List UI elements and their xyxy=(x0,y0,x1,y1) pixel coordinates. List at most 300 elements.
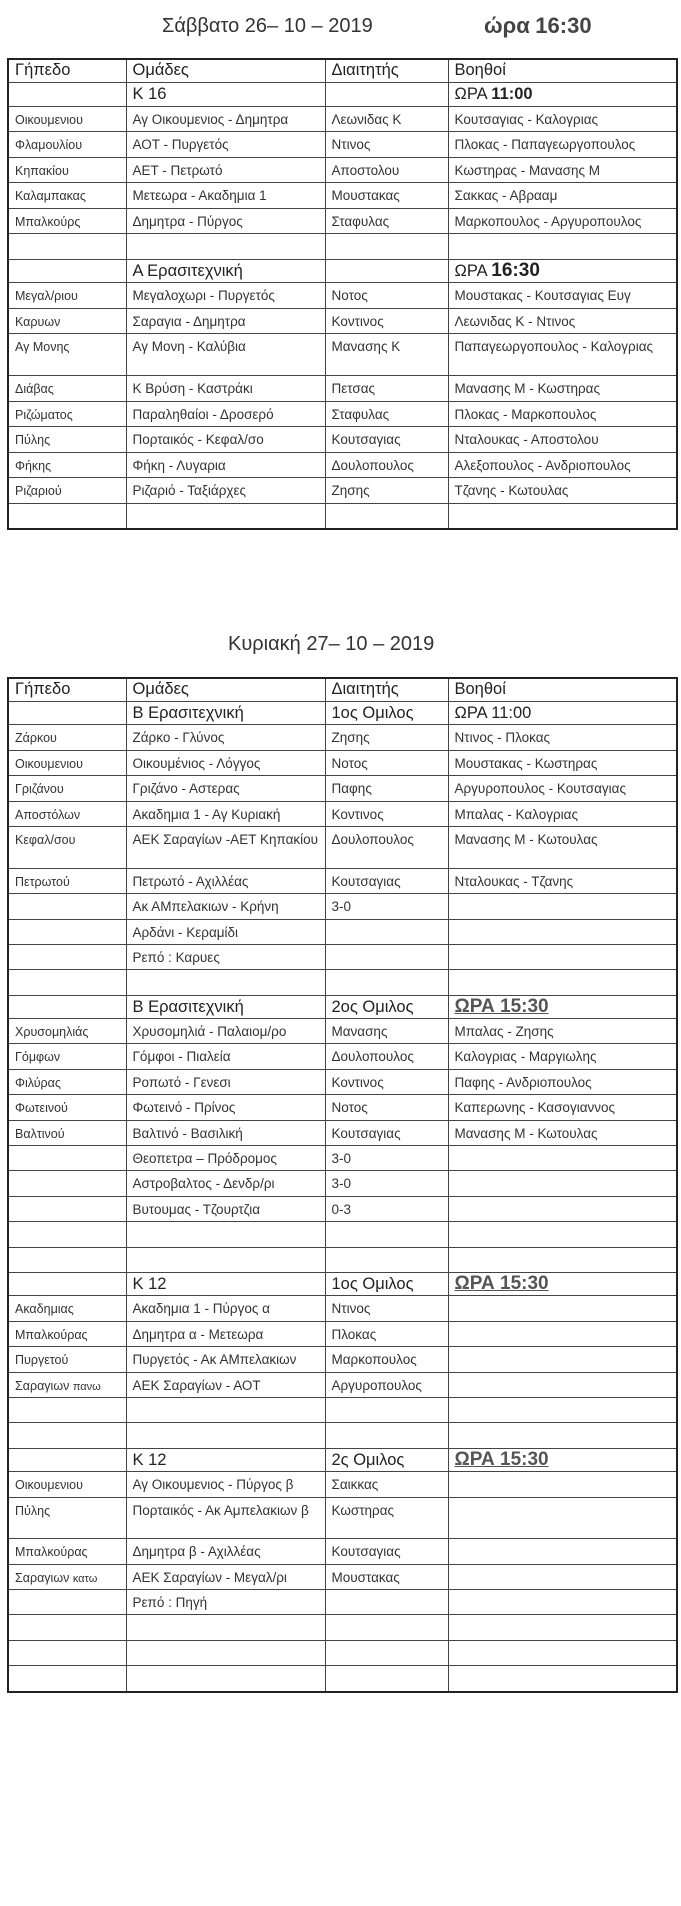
cell-assistants xyxy=(448,702,677,725)
cell-venue xyxy=(8,1372,126,1397)
cell-text: Κοντινος xyxy=(331,806,384,822)
table-row xyxy=(8,970,677,995)
cell-text: Χρυσομηλιάς xyxy=(15,1025,89,1040)
cell-referee xyxy=(325,1666,448,1692)
cell-venue xyxy=(8,1120,126,1145)
cell-teams xyxy=(126,334,325,376)
cell-venue xyxy=(8,826,126,868)
cell-text: Σαραγιων xyxy=(15,1570,73,1585)
cell-text: Μαρκοπουλος - Αργυροπουλος xyxy=(454,213,642,229)
cell-assistants xyxy=(448,1615,677,1640)
table-row xyxy=(8,1321,677,1346)
cell-venue xyxy=(8,259,126,283)
table-row xyxy=(8,725,677,750)
cell-venue xyxy=(8,283,126,309)
cell-text: ΩΡΑ xyxy=(454,261,492,280)
cell-assistants xyxy=(448,1095,677,1120)
cell-text: Φλαμουλίου xyxy=(15,138,83,152)
cell-text: Φιλύρας xyxy=(15,1075,61,1090)
cell-venue xyxy=(8,308,126,334)
table-row xyxy=(8,868,677,893)
cell-text: Ζησης xyxy=(331,730,370,746)
cell-text: Ακαδημια 1 - Πύργος α xyxy=(132,1301,270,1317)
cell-text: ΑΕΚ Σαραγίων -ΑΕΤ Κηπακίου xyxy=(132,831,319,847)
cell-venue xyxy=(8,1423,126,1448)
cell-teams xyxy=(126,1423,325,1448)
cell-venue xyxy=(8,1666,126,1692)
cell-text: Μανασης xyxy=(331,1024,388,1040)
cell-text: Καλογριας - Μαργιωλης xyxy=(454,1049,597,1065)
cell-text: Νοτος xyxy=(331,288,368,303)
cell-text: Ακαδημια 1 - Αγ Κυριακή xyxy=(132,806,281,822)
cell-venue xyxy=(8,376,126,402)
cell-venue xyxy=(8,995,126,1018)
cell-teams xyxy=(126,308,325,334)
cell-teams xyxy=(126,1372,325,1397)
cell-assistants xyxy=(448,1590,677,1615)
table-row xyxy=(8,1590,677,1615)
cell-text: Φωτεινού xyxy=(15,1101,68,1116)
cell-text: Κουτσαγιας xyxy=(331,873,401,889)
section-header-row xyxy=(8,1273,677,1296)
cell-teams xyxy=(126,750,325,775)
cell-text: Κοντινος xyxy=(331,1074,384,1090)
cell-referee xyxy=(325,132,448,158)
cell-referee xyxy=(325,801,448,826)
cell-text: Νοτος xyxy=(331,755,368,771)
cell-teams xyxy=(126,401,325,427)
table-row xyxy=(8,1044,677,1069)
cell-venue xyxy=(8,478,126,504)
cell-venue xyxy=(8,1539,126,1564)
cell-text: 1ος Ομιλος xyxy=(331,704,414,722)
cell-assistants xyxy=(448,478,677,504)
cell-referee xyxy=(325,1472,448,1497)
cell-text: Πετρωτό - Αχιλλέας xyxy=(132,873,249,889)
sunday-schedule-table xyxy=(7,677,678,1693)
cell-assistants xyxy=(448,1472,677,1497)
table-row xyxy=(8,283,677,309)
table-row xyxy=(8,427,677,453)
cell-teams xyxy=(126,1069,325,1094)
cell-text: Πύλης xyxy=(15,433,51,447)
cell-text: Γριζάνο - Αστερας xyxy=(132,781,240,797)
cell-venue xyxy=(8,334,126,376)
cell-venue xyxy=(8,1222,126,1247)
cell-venue xyxy=(8,401,126,427)
cell-text: Πλοκας - Μαρκοπουλος xyxy=(454,406,597,422)
cell-text: Ζάρκου xyxy=(15,731,57,746)
cell-referee xyxy=(325,1640,448,1665)
cell-referee xyxy=(325,868,448,893)
saturday-time-value: 16:30 xyxy=(535,13,592,38)
cell-text: Αργυροπουλος - Κουτσαγιας xyxy=(454,781,626,797)
cell-text: Γόμφοι - Πιαλεία xyxy=(132,1049,231,1065)
cell-text: ΑΕΤ - Πετρωτό xyxy=(132,162,223,178)
cell-referee xyxy=(325,1296,448,1321)
cell-text: Κοντινος xyxy=(331,313,384,329)
table-row xyxy=(8,944,677,969)
cell-text: Γόμφων xyxy=(15,1050,61,1065)
cell-assistants xyxy=(448,427,677,453)
cell-venue xyxy=(8,1321,126,1346)
venue-suffix: πανω xyxy=(72,1380,101,1393)
cell-text: Κουτσαγιας xyxy=(331,432,401,447)
cell-assistants xyxy=(448,1146,677,1171)
cell-referee xyxy=(325,1423,448,1448)
cell-teams xyxy=(126,725,325,750)
cell-text: Κ 12 xyxy=(132,1450,167,1469)
cell-referee xyxy=(325,1321,448,1346)
cell-referee xyxy=(325,1146,448,1171)
cell-text: Ακ ΑΜπελακιων - Κρήνη xyxy=(132,899,279,915)
cell-text: Δουλοπουλος xyxy=(331,831,414,847)
cell-teams xyxy=(126,427,325,453)
cell-text: Α Ερασιτεχνική xyxy=(132,261,243,280)
cell-referee xyxy=(325,157,448,183)
cell-teams xyxy=(126,1019,325,1044)
table-row xyxy=(8,1146,677,1171)
cell-assistants xyxy=(448,452,677,478)
cell-venue xyxy=(8,1095,126,1120)
cell-referee xyxy=(325,234,448,260)
cell-teams xyxy=(126,1095,325,1120)
cell-referee xyxy=(325,1069,448,1094)
cell-referee xyxy=(325,478,448,504)
cell-text: Φήκης xyxy=(15,458,52,473)
cell-teams xyxy=(126,826,325,868)
cell-teams xyxy=(126,1044,325,1069)
cell-venue xyxy=(8,801,126,826)
cell-text: Φήκη - Λυγαρια xyxy=(132,457,226,473)
cell-text: Ντινος - Πλοκας xyxy=(454,730,551,746)
table-row xyxy=(8,452,677,478)
cell-text: Μπαλκούρας xyxy=(15,1545,88,1560)
cell-text: Κ Βρύση - Καστράκι xyxy=(132,381,253,396)
table-row xyxy=(8,1222,677,1247)
cell-venue xyxy=(8,944,126,969)
cell-referee xyxy=(325,1222,448,1247)
cell-venue xyxy=(8,1564,126,1589)
cell-assistants xyxy=(448,1273,677,1296)
table-row xyxy=(8,334,677,376)
cell-text: Μουστακας xyxy=(331,1569,400,1585)
cell-teams xyxy=(126,1296,325,1321)
table-row xyxy=(8,801,677,826)
cell-assistants xyxy=(448,1397,677,1422)
header-assistants: Βοηθοί xyxy=(448,59,677,83)
cell-venue xyxy=(8,1472,126,1497)
section-time: 16:30 xyxy=(491,259,540,281)
table-header-row xyxy=(8,678,677,702)
cell-teams xyxy=(126,1590,325,1615)
cell-text: Θεοπετρα – Πρόδρομος xyxy=(132,1151,277,1167)
cell-teams xyxy=(126,1666,325,1692)
table-row xyxy=(8,1171,677,1196)
table-row xyxy=(8,1497,677,1539)
cell-venue xyxy=(8,452,126,478)
cell-text: Β Ερασιτεχνική xyxy=(132,704,244,722)
cell-text: ΩΡΑ 11:00 xyxy=(454,704,532,722)
table-row xyxy=(8,1347,677,1372)
cell-referee xyxy=(325,83,448,107)
cell-text: Νοτος xyxy=(331,1100,368,1116)
cell-assistants xyxy=(448,334,677,376)
header-referee: Διαιτητής xyxy=(325,59,448,83)
cell-teams xyxy=(126,995,325,1018)
table-row xyxy=(8,478,677,504)
cell-referee xyxy=(325,106,448,132)
cell-text: Αγ Οικουμενιος - Πύργος β xyxy=(132,1477,294,1493)
header-venue: Γήπεδο xyxy=(8,59,126,83)
table-row xyxy=(8,1539,677,1564)
cell-assistants xyxy=(448,1423,677,1448)
cell-referee xyxy=(325,1120,448,1145)
header-teams: Ομάδες xyxy=(126,59,325,83)
cell-text: Αλεξοπουλος - Ανδριοπουλος xyxy=(454,457,631,473)
table-row xyxy=(8,1296,677,1321)
cell-referee xyxy=(325,334,448,376)
header-venue: Γήπεδο xyxy=(8,678,126,702)
cell-teams xyxy=(126,1448,325,1471)
table-row xyxy=(8,750,677,775)
cell-referee xyxy=(325,725,448,750)
cell-teams xyxy=(126,944,325,969)
cell-venue xyxy=(8,776,126,801)
cell-referee xyxy=(325,1539,448,1564)
cell-venue xyxy=(8,1347,126,1372)
table-row xyxy=(8,183,677,209)
cell-venue xyxy=(8,868,126,893)
cell-text: Πλοκας - Παπαγεωργοπουλος xyxy=(454,137,636,152)
cell-assistants xyxy=(448,776,677,801)
cell-teams xyxy=(126,1539,325,1564)
cell-assistants xyxy=(448,894,677,919)
table-row xyxy=(8,208,677,234)
saturday-date: Σάββατο 26– 10 – 2019 xyxy=(162,15,373,37)
venue-suffix: κατω xyxy=(72,1572,98,1585)
cell-assistants xyxy=(448,1247,677,1272)
cell-text: Πύλης xyxy=(15,1503,51,1518)
cell-venue xyxy=(8,503,126,529)
cell-teams xyxy=(126,894,325,919)
cell-referee xyxy=(325,750,448,775)
cell-text: Σαραγια - Δημητρα xyxy=(132,313,246,329)
cell-text: Αρδάνι - Κεραμίδι xyxy=(132,924,239,940)
saturday-schedule-table xyxy=(7,58,678,530)
saturday-time-label: ώρα xyxy=(484,13,530,38)
cell-assistants xyxy=(448,401,677,427)
section-header-row xyxy=(8,1448,677,1471)
cell-referee xyxy=(325,1044,448,1069)
cell-text: Βαλτινού xyxy=(15,1126,65,1141)
cell-text: Καρυων xyxy=(15,314,61,329)
table-row xyxy=(8,1247,677,1272)
cell-referee xyxy=(325,1019,448,1044)
cell-text: Παφης - Ανδριοπουλος xyxy=(454,1074,592,1090)
cell-text: Κωστηρας - Μανασης Μ xyxy=(454,162,600,178)
cell-referee xyxy=(325,259,448,283)
cell-text: Ζάρκο - Γλύνος xyxy=(132,730,225,746)
cell-text: Ροπωτό - Γενεσι xyxy=(132,1074,231,1090)
cell-text: 3-0 xyxy=(331,1176,352,1192)
cell-text: Αγ Μονη - Καλύβια xyxy=(132,339,246,354)
cell-text: Μπαλκούρς xyxy=(15,214,81,229)
cell-referee xyxy=(325,308,448,334)
cell-text: Διάβας xyxy=(15,382,54,396)
cell-venue xyxy=(8,1448,126,1471)
cell-text: 2ος Ομιλος xyxy=(331,997,414,1016)
cell-referee xyxy=(325,1273,448,1296)
cell-venue xyxy=(8,427,126,453)
cell-referee xyxy=(325,1171,448,1196)
cell-assistants xyxy=(448,995,677,1018)
cell-assistants xyxy=(448,725,677,750)
cell-teams xyxy=(126,106,325,132)
cell-text: Μουστακας xyxy=(331,188,400,203)
cell-text: Αποστόλων xyxy=(15,807,81,822)
cell-text: Ακαδημιας xyxy=(15,1302,74,1317)
cell-assistants xyxy=(448,308,677,334)
cell-referee xyxy=(325,376,448,402)
cell-referee xyxy=(325,1196,448,1221)
cell-text: Δημητρα - Πύργος xyxy=(132,213,243,229)
cell-venue xyxy=(8,234,126,260)
cell-text: ΩΡΑ 15:30 xyxy=(454,1448,549,1470)
cell-referee xyxy=(325,1448,448,1471)
cell-text: Μαρκοπουλος xyxy=(331,1352,417,1368)
cell-teams xyxy=(126,183,325,209)
cell-text: Ριζαριό - Ταξιάρχες xyxy=(132,483,247,498)
cell-text: Πορταικός - Κεφαλ/σο xyxy=(132,432,264,447)
table-row xyxy=(8,1472,677,1497)
cell-venue xyxy=(8,83,126,107)
cell-venue xyxy=(8,1019,126,1044)
cell-assistants xyxy=(448,919,677,944)
table-row xyxy=(8,234,677,260)
section-header-row xyxy=(8,259,677,283)
cell-assistants xyxy=(448,183,677,209)
cell-text: Καλαμπακας xyxy=(15,189,86,203)
cell-referee xyxy=(325,919,448,944)
cell-text: Καπερωνης - Κασογιαννος xyxy=(454,1100,616,1116)
cell-text: Πλοκας xyxy=(331,1326,377,1342)
cell-assistants xyxy=(448,1539,677,1564)
saturday-time xyxy=(484,13,592,39)
cell-teams xyxy=(126,1273,325,1296)
table-row xyxy=(8,826,677,868)
cell-teams xyxy=(126,1472,325,1497)
cell-text: Ρεπό : Πηγή xyxy=(132,1595,208,1611)
cell-referee xyxy=(325,1564,448,1589)
table-row xyxy=(8,1372,677,1397)
table-row xyxy=(8,1666,677,1692)
cell-referee xyxy=(325,1615,448,1640)
cell-venue xyxy=(8,1273,126,1296)
cell-venue xyxy=(8,183,126,209)
cell-teams xyxy=(126,1120,325,1145)
cell-text: 0-3 xyxy=(331,1201,352,1217)
table-row xyxy=(8,1615,677,1640)
cell-assistants xyxy=(448,944,677,969)
table-row xyxy=(8,376,677,402)
cell-text: ΑΟΤ - Πυργετός xyxy=(132,137,229,152)
cell-assistants xyxy=(448,503,677,529)
cell-text: Ριζώματος xyxy=(15,407,73,422)
cell-text: Παπαγεωργοπουλος - Καλογριας xyxy=(454,339,654,354)
cell-text: Παφης xyxy=(331,781,372,797)
cell-text: Δουλοπουλος xyxy=(331,1049,414,1065)
header-teams: Ομάδες xyxy=(126,678,325,702)
cell-text: Μανασης Μ - Κωστηρας xyxy=(454,381,600,396)
cell-teams xyxy=(126,83,325,107)
table-row xyxy=(8,1564,677,1589)
cell-referee xyxy=(325,894,448,919)
cell-venue xyxy=(8,750,126,775)
cell-text: Β Ερασιτεχνική xyxy=(132,997,244,1016)
cell-text: ΩΡΑ 15:30 xyxy=(454,1273,549,1294)
cell-venue xyxy=(8,157,126,183)
cell-teams xyxy=(126,801,325,826)
cell-teams xyxy=(126,1564,325,1589)
cell-text: Λεωνιδας Κ - Ντινος xyxy=(454,313,576,329)
cell-text: Παραληθαίοι - Δροσερό xyxy=(132,406,274,422)
cell-teams xyxy=(126,1171,325,1196)
cell-text: Σταφυλας xyxy=(331,213,390,229)
cell-text: Γριζάνου xyxy=(15,782,64,797)
cell-assistants xyxy=(448,868,677,893)
cell-text: Αστροβαλτος - Δενδρ/ρι xyxy=(132,1176,275,1192)
table-row xyxy=(8,894,677,919)
cell-text: Μεγαλ/ριου xyxy=(15,289,78,303)
cell-teams xyxy=(126,503,325,529)
cell-assistants xyxy=(448,1069,677,1094)
cell-teams xyxy=(126,1196,325,1221)
cell-text: Μπαλκούρας xyxy=(15,1327,88,1342)
cell-teams xyxy=(126,283,325,309)
cell-teams xyxy=(126,1222,325,1247)
cell-assistants xyxy=(448,1044,677,1069)
cell-venue xyxy=(8,1615,126,1640)
cell-teams xyxy=(126,234,325,260)
cell-teams xyxy=(126,1146,325,1171)
cell-text: Λεωνιδας Κ xyxy=(331,111,402,127)
cell-text: Ντινος xyxy=(331,137,371,152)
cell-venue xyxy=(8,208,126,234)
cell-text: Κουτσαγιας - Καλογριας xyxy=(454,111,599,127)
cell-assistants xyxy=(448,106,677,132)
cell-text: Αγ Οικουμενιος - Δημητρα xyxy=(132,111,289,127)
cell-referee xyxy=(325,1347,448,1372)
sunday-date: Κυριακή 27– 10 – 2019 xyxy=(228,633,435,655)
cell-assistants xyxy=(448,1296,677,1321)
table-row xyxy=(8,1019,677,1044)
cell-text: Μανασης Κ xyxy=(331,339,401,354)
cell-text: Μανασης Μ - Κωτουλας xyxy=(454,1125,598,1141)
table-row xyxy=(8,503,677,529)
cell-text: Σαικκας xyxy=(331,1477,379,1493)
section-header-row xyxy=(8,83,677,107)
cell-text: Οικουμενιου xyxy=(15,112,83,127)
header-referee: Διαιτητής xyxy=(325,678,448,702)
cell-text: Βαλτινό - Βασιλική xyxy=(132,1125,243,1141)
cell-teams xyxy=(126,776,325,801)
cell-text: 3-0 xyxy=(331,899,352,915)
cell-referee xyxy=(325,183,448,209)
cell-text: 3-0 xyxy=(331,1151,352,1167)
cell-assistants xyxy=(448,376,677,402)
cell-text: Πυργετού xyxy=(15,1353,69,1368)
